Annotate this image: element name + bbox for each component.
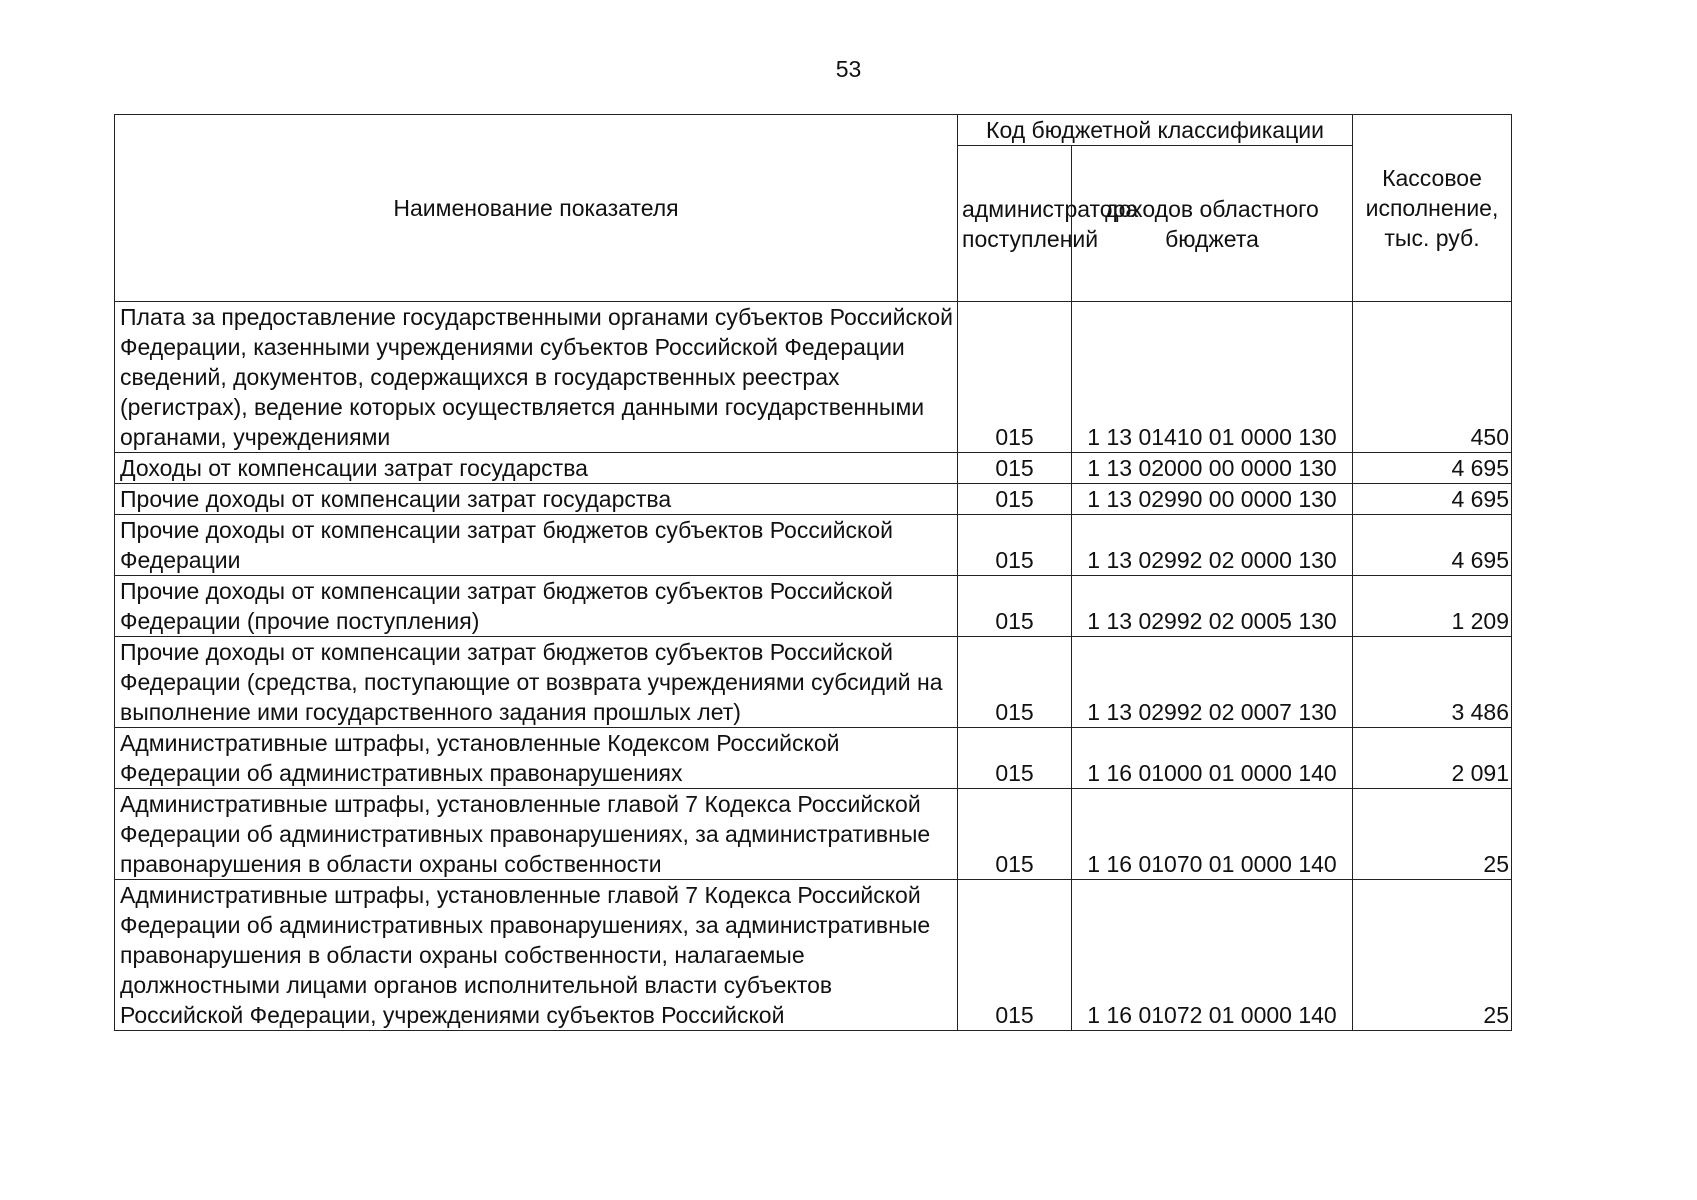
row-amount: 3 486	[1353, 637, 1512, 728]
table-row	[115, 484, 1512, 515]
row-income-code: 1 13 02992 02 0000 130	[1072, 515, 1353, 576]
row-income-code: 1 13 02000 00 0000 130	[1072, 453, 1353, 484]
row-amount: 25	[1353, 880, 1512, 1031]
header-cash-execution: Кассовое исполнение, тыс. руб.	[1353, 115, 1512, 302]
row-amount: 4 695	[1353, 515, 1512, 576]
table-row	[115, 576, 1512, 637]
table-row	[115, 302, 1512, 453]
row-administrator-code: 015	[958, 302, 1072, 453]
table-row	[115, 789, 1512, 880]
table-row	[115, 728, 1512, 789]
row-administrator-code: 015	[958, 637, 1072, 728]
row-income-code: 1 13 02990 00 0000 130	[1072, 484, 1353, 515]
table-row	[115, 880, 1512, 1031]
row-income-code: 1 16 01072 01 0000 140	[1072, 880, 1353, 1031]
row-administrator-code: 015	[958, 576, 1072, 637]
header-income-code: доходов областного бюджета	[1072, 146, 1353, 302]
row-income-code: 1 13 02992 02 0007 130	[1072, 637, 1353, 728]
row-amount: 25	[1353, 789, 1512, 880]
row-income-code: 1 13 01410 01 0000 130	[1072, 302, 1353, 453]
row-name: Прочие доходы от компенсации затрат бюджетов субъектов Российской Федерации (средства, поступающие от возврата учреждениями субсидий на выполнение ими государственного задания прошлых лет)	[115, 637, 958, 728]
row-name: Административные штрафы, установленные Кодексом Российской Федерации об административных правонарушениях	[115, 728, 958, 789]
budget-table	[114, 114, 1512, 1031]
header-budget-code: Код бюджетной классификации	[958, 115, 1353, 146]
table-row	[115, 637, 1512, 728]
header-administrator: администратора поступлений	[958, 146, 1072, 302]
row-amount: 450	[1353, 302, 1512, 453]
row-name: Административные штрафы, установленные главой 7 Кодекса Российской Федерации об административных правонарушениях, за административные правонарушения в области охраны собственности	[115, 789, 958, 880]
row-amount: 4 695	[1353, 484, 1512, 515]
row-name: Плата за предоставление государственными органами субъектов Российской Федерации, казенными учреждениями субъектов Российской Федерации сведений, документов, содержащихся в государственных реестрах (регистрах), ведение которых осуществляется данными государственными органами, учреждениями	[115, 302, 958, 453]
row-administrator-code: 015	[958, 515, 1072, 576]
page-number: 53	[835, 56, 862, 82]
row-income-code: 1 16 01070 01 0000 140	[1072, 789, 1353, 880]
row-name: Прочие доходы от компенсации затрат бюджетов субъектов Российской Федерации (прочие поступления)	[115, 576, 958, 637]
row-amount: 1 209	[1353, 576, 1512, 637]
row-administrator-code: 015	[958, 789, 1072, 880]
row-amount: 4 695	[1353, 453, 1512, 484]
row-administrator-code: 015	[958, 484, 1072, 515]
row-income-code: 1 13 02992 02 0005 130	[1072, 576, 1353, 637]
row-name: Доходы от компенсации затрат государства	[115, 453, 958, 484]
row-administrator-code: 015	[958, 453, 1072, 484]
row-name: Административные штрафы, установленные главой 7 Кодекса Российской Федерации об административных правонарушениях, за административные правонарушения в области охраны собственности, налагаемые должностными лицами органов исполнительной власти субъектов Российской Федерации, учреждениями субъектов Российской	[115, 880, 958, 1031]
row-name: Прочие доходы от компенсации затрат государства	[115, 484, 958, 515]
table-row	[115, 515, 1512, 576]
table-body	[115, 302, 1512, 1031]
header-indicator-name: Наименование показателя	[115, 115, 958, 302]
row-name: Прочие доходы от компенсации затрат бюджетов субъектов Российской Федерации	[115, 515, 958, 576]
row-income-code: 1 16 01000 01 0000 140	[1072, 728, 1353, 789]
table-row	[115, 453, 1512, 484]
row-administrator-code: 015	[958, 728, 1072, 789]
row-administrator-code: 015	[958, 880, 1072, 1031]
row-amount: 2 091	[1353, 728, 1512, 789]
